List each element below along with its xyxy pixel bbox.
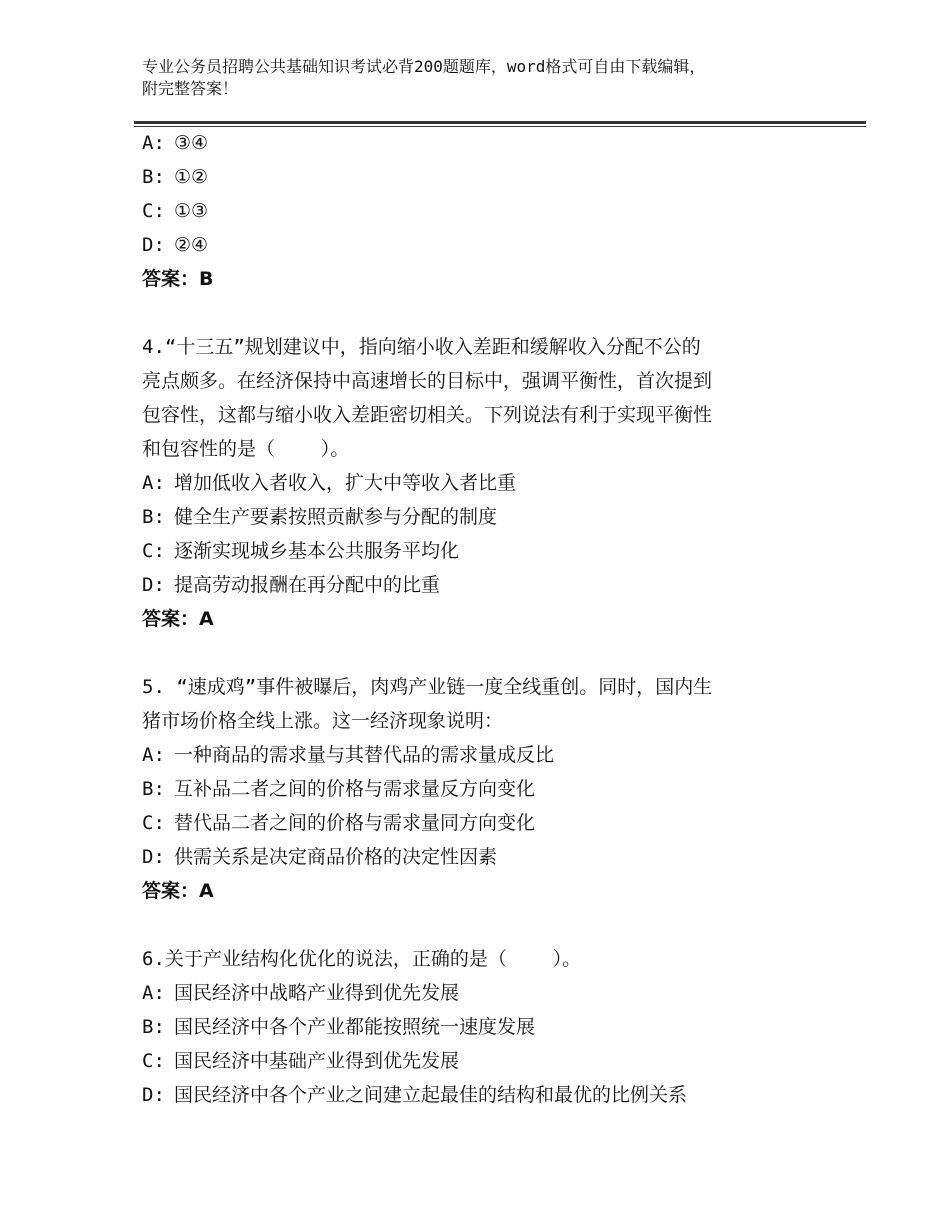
question-line: 包容性，这都与缩小收入差距密切相关。下列说法有利于实现平衡性 xyxy=(142,404,713,426)
option-label: A: xyxy=(142,744,165,766)
option-label: C: xyxy=(142,540,165,562)
question-line: 和包容性的是（ ）。 xyxy=(142,438,350,460)
option-c xyxy=(142,806,842,840)
option-b xyxy=(142,160,842,194)
document-body xyxy=(142,126,842,1112)
answer-line xyxy=(142,602,842,636)
answer-value: A xyxy=(199,608,214,630)
option-b xyxy=(142,772,842,806)
question-4 xyxy=(142,330,842,636)
option-label: B: xyxy=(142,166,165,188)
option-text: 国民经济中战略产业得到优先发展 xyxy=(174,982,460,1004)
option-label: C: xyxy=(142,1050,165,1072)
option-label: D: xyxy=(142,1084,165,1106)
option-a xyxy=(142,466,842,500)
answer-value: B xyxy=(199,268,214,290)
option-d xyxy=(142,840,842,874)
answer-value: A xyxy=(199,880,214,902)
option-text: 一种商品的需求量与其替代品的需求量成反比 xyxy=(174,744,555,766)
option-label: B: xyxy=(142,506,165,528)
option-label: C: xyxy=(142,812,165,834)
option-c xyxy=(142,194,842,228)
answer-label: 答案： xyxy=(142,608,200,630)
answer-line xyxy=(142,874,842,908)
option-text: 替代品二者之间的价格与需求量同方向变化 xyxy=(174,812,536,834)
option-d xyxy=(142,228,842,262)
option-text: ①③ xyxy=(174,200,209,222)
page-header xyxy=(142,56,842,100)
option-label: D: xyxy=(142,234,165,256)
option-label: C: xyxy=(142,200,165,222)
option-label: D: xyxy=(142,574,165,596)
option-d xyxy=(142,568,842,602)
answer-label: 答案： xyxy=(142,268,200,290)
answer-label: 答案： xyxy=(142,880,200,902)
option-text: ③④ xyxy=(174,132,209,154)
option-text: 国民经济中各个产业之间建立起最佳的结构和最优的比例关系 xyxy=(174,1084,688,1106)
option-a xyxy=(142,976,842,1010)
question-line: 亮点颇多。在经济保持中高速增长的目标中，强调平衡性，首次提到 xyxy=(142,370,713,392)
question-line: 6.关于产业结构化优化的说法，正确的是（ ）。 xyxy=(142,948,582,970)
question-text xyxy=(142,942,842,976)
option-text: 互补品二者之间的价格与需求量反方向变化 xyxy=(174,778,536,800)
option-b xyxy=(142,1010,842,1044)
option-text: 健全生产要素按照贡献参与分配的制度 xyxy=(174,506,498,528)
option-label: D: xyxy=(142,846,165,868)
question-line: 猪市场价格全线上涨。这一经济现象说明： xyxy=(142,710,504,732)
option-b xyxy=(142,500,842,534)
option-text: 提高劳动报酬在再分配中的比重 xyxy=(174,574,441,596)
option-label: A: xyxy=(142,132,165,154)
option-label: A: xyxy=(142,472,165,494)
option-d xyxy=(142,1078,842,1112)
option-text: ①② xyxy=(174,166,209,188)
header-line-2: 附完整答案！ xyxy=(142,79,239,98)
option-text: 国民经济中各个产业都能按照统一速度发展 xyxy=(174,1016,536,1038)
option-text: 增加低收入者收入，扩大中等收入者比重 xyxy=(174,472,517,494)
question-line: 4.“十三五”规划建议中，指向缩小收入差距和缓解收入分配不公的 xyxy=(142,336,701,358)
option-text: 逐渐实现城乡基本公共服务平均化 xyxy=(174,540,460,562)
question-3 xyxy=(142,126,842,296)
question-text xyxy=(142,670,842,738)
option-text: 国民经济中基础产业得到优先发展 xyxy=(174,1050,460,1072)
option-c xyxy=(142,1044,842,1078)
header-line-1: 专业公务员招聘公共基础知识考试必背200题题库，word格式可自由下载编辑， xyxy=(142,57,706,76)
option-c xyxy=(142,534,842,568)
question-line: 5. “速成鸡”事件被曝后，肉鸡产业链一度全线重创。同时，国内生 xyxy=(142,676,713,698)
question-text xyxy=(142,330,842,466)
option-label: B: xyxy=(142,778,165,800)
header-rule-thick xyxy=(134,121,866,124)
question-6 xyxy=(142,942,842,1112)
option-a xyxy=(142,126,842,160)
option-label: A: xyxy=(142,982,165,1004)
answer-line xyxy=(142,262,842,296)
option-text: ②④ xyxy=(174,234,209,256)
question-5 xyxy=(142,670,842,908)
option-label: B: xyxy=(142,1016,165,1038)
option-text: 供需关系是决定商品价格的决定性因素 xyxy=(174,846,498,868)
option-a xyxy=(142,738,842,772)
